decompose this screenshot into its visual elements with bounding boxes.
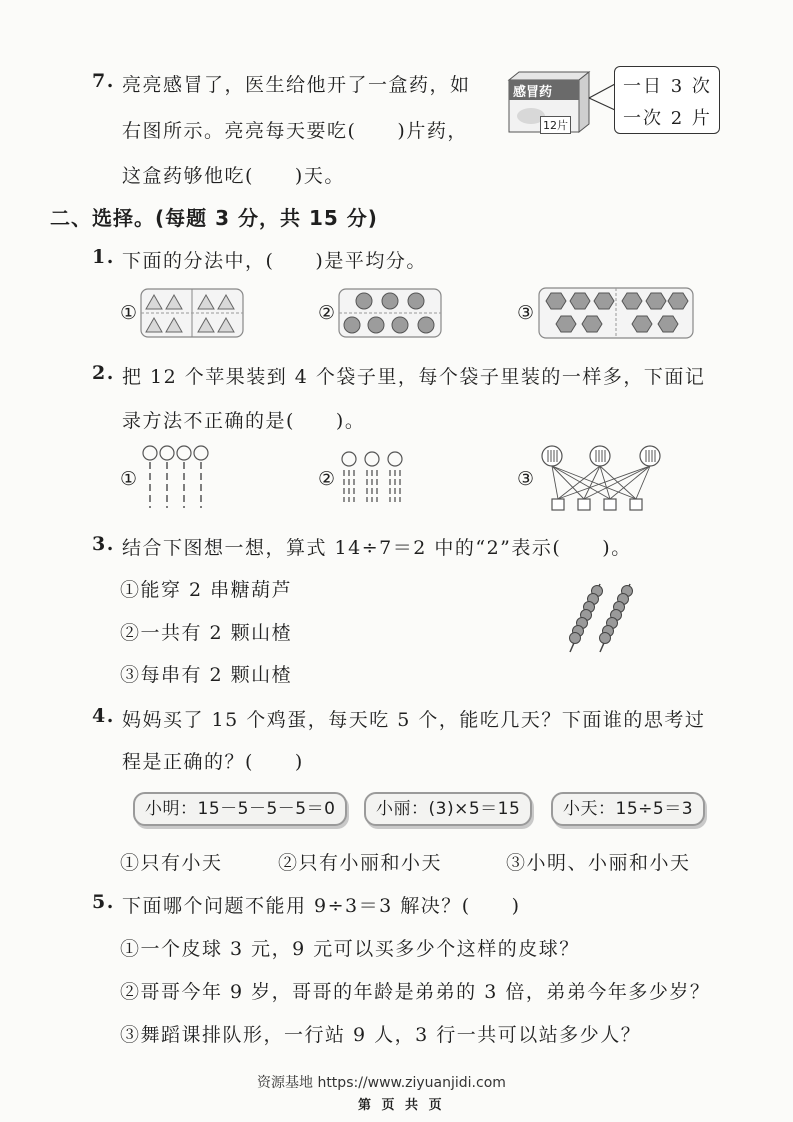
q1-option-2-label: ② <box>318 302 336 324</box>
q2-line1: 把 12 个苹果装到 4 个袋子里，每个袋子里装的一样多，下面记 <box>122 366 706 388</box>
xiaotian-answer-card: 小天：15÷5＝3 <box>551 792 705 826</box>
section-title: 二、选择。(每题 3 分，共 15 分) <box>50 206 378 230</box>
q5-text: 下面哪个问题不能用 9÷3＝3 解决？( ) <box>122 895 521 917</box>
q3-option-2: ②一共有 2 颗山楂 <box>120 622 293 644</box>
watermark-footer: 资源基地 https://www.ziyuanjidi.com <box>257 1075 506 1091</box>
q7-line2: 右图所示。亮亮每天要吃( )片药， <box>122 120 468 142</box>
q4-option-1: ①只有小天 <box>120 852 223 874</box>
q1-option-2-circles <box>338 288 443 338</box>
q2-option-2-tally <box>338 450 410 504</box>
candied-haws-illustration <box>560 582 640 654</box>
q5-option-2: ②哥哥今年 9 岁，哥哥的年龄是弟弟的 3 倍，弟弟今年多少岁？ <box>120 981 711 1003</box>
xiaoming-answer-card: 小明：15－5－5－5＝0 <box>133 792 347 826</box>
q1-option-1-label: ① <box>120 302 138 324</box>
q1-option-1-triangles <box>140 288 245 338</box>
q2-option-1-tally <box>140 444 212 510</box>
dosage-note-2: 一次 2 片 <box>623 108 712 129</box>
medicine-box-count: 12片 <box>540 116 571 134</box>
q2-option-1-label: ① <box>120 468 138 490</box>
q3-number: 3. <box>92 533 115 555</box>
q1-number: 1. <box>92 246 115 268</box>
q1-option-3-hexagons <box>538 287 694 339</box>
q4-option-3: ③小明、小丽和小天 <box>506 852 691 874</box>
q2-number: 2. <box>92 362 115 384</box>
q2-option-3-label: ③ <box>517 468 535 490</box>
q5-option-1: ①一个皮球 3 元，9 元可以买多少个这样的皮球？ <box>120 938 580 960</box>
dosage-note-1: 一日 3 次 <box>623 76 712 97</box>
dosage-callout <box>614 66 720 134</box>
q4-line2: 程是正确的？( ) <box>122 751 304 773</box>
q3-option-1: ①能穿 2 串糖葫芦 <box>120 579 293 601</box>
q7-line3: 这盒药够他吃( )天。 <box>122 165 345 187</box>
q4-option-2: ②只有小丽和小天 <box>278 852 443 874</box>
xiaoli-answer-card: 小丽：(3)×5＝15 <box>364 792 532 826</box>
q5-option-3: ③舞蹈课排队形，一行站 9 人，3 行一共可以站多少人？ <box>120 1024 642 1046</box>
q2-option-3-connections <box>538 444 668 512</box>
q7-line1: 亮亮感冒了，医生给他开了一盒药，如 <box>122 74 471 96</box>
q5-number: 5. <box>92 891 115 913</box>
q4-line1: 妈妈买了 15 个鸡蛋，每天吃 5 个，能吃几天？下面谁的思考过 <box>122 709 706 731</box>
page-number-footer: 第 页 共 页 <box>358 1098 445 1113</box>
q3-option-3: ③每串有 2 颗山楂 <box>120 664 293 686</box>
q2-option-2-label: ② <box>318 468 336 490</box>
medicine-box-label: 感冒药 <box>513 85 553 100</box>
q3-text: 结合下图想一想，算式 14÷7＝2 中的“2”表示( )。 <box>122 537 632 559</box>
q4-number: 4. <box>92 705 115 727</box>
q7-number: 7. <box>92 70 115 92</box>
q1-option-3-label: ③ <box>517 302 535 324</box>
q2-line2: 录方法不正确的是( )。 <box>122 410 366 432</box>
q1-text: 下面的分法中，( )是平均分。 <box>122 250 427 272</box>
